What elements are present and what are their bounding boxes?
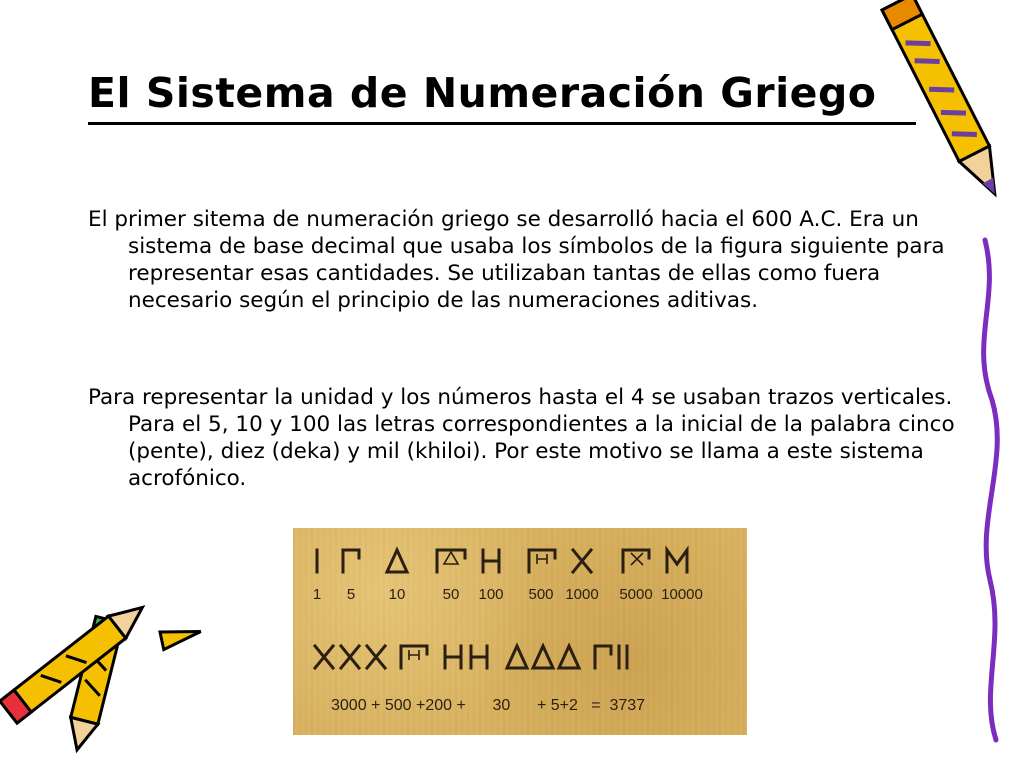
symbol-hekaton xyxy=(471,646,487,668)
value-label: 1000 xyxy=(565,586,599,603)
symbol-khilioi xyxy=(367,646,385,668)
symbol-khilioi xyxy=(341,646,359,668)
paragraph-acrophonic: Para representar la unidad y los números hasta el 4 se usaban trazos verticales. Para el 5, 10 y 100 las letras correspondientes a la inicial de la palabra cinco (pente), diez (deka) y mil (khiloi). Por este motivo se llama a este sistema acrofónico. xyxy=(88,385,955,491)
value-label: 10 xyxy=(388,586,406,603)
title-underline xyxy=(88,122,916,125)
value-label: 5 xyxy=(346,586,356,603)
example-equation: 3000 + 500 +200 + 30 + 5+2 = 3737 xyxy=(331,697,646,714)
greek-symbols-row xyxy=(317,550,687,572)
symbol-deka xyxy=(533,646,553,668)
value-label: 50 xyxy=(442,586,460,603)
symbol-deka xyxy=(387,550,407,572)
pencil-tip-icon xyxy=(160,624,203,650)
pencil-icon-bottom-left-red xyxy=(0,596,151,723)
symbol-khilioi xyxy=(315,646,333,668)
value-label: 1 xyxy=(312,586,322,603)
greek-numerals-figure xyxy=(293,528,747,735)
symbol-five-hundred xyxy=(529,550,555,572)
pencil-icon-bottom-left-green xyxy=(63,616,123,753)
symbol-fifty xyxy=(437,550,465,572)
symbol-five-thousand xyxy=(623,550,649,572)
symbol-five-hundred xyxy=(401,646,427,668)
value-label: 5000 xyxy=(619,586,653,603)
value-label: 10000 xyxy=(661,586,703,603)
symbol-pente xyxy=(595,646,611,668)
symbol-hekaton xyxy=(483,550,499,572)
value-label: 500 xyxy=(528,586,554,603)
greek-values-row xyxy=(313,586,703,603)
symbol-deka xyxy=(559,646,579,668)
slide-title: El Sistema de Numeración Griego xyxy=(88,69,877,117)
symbol-khilioi xyxy=(573,550,591,572)
value-label: 100 xyxy=(478,586,504,603)
squiggle-line-icon xyxy=(984,240,998,740)
greek-numerals-svg xyxy=(293,528,747,735)
symbol-myrioi xyxy=(667,550,687,572)
paragraph-intro: El primer sitema de numeración griego se desarrolló hacia el 600 A.C. Era un sistema de base decimal que usaba los símbolos de la figura siguiente para representar esas cantidades. Se utilizaban tantas de ellas como fuera necesario según el principio de las numeraciones aditivas. xyxy=(88,207,945,313)
symbol-pente xyxy=(343,550,359,572)
greek-example-symbols xyxy=(315,646,627,668)
symbol-deka xyxy=(507,646,527,668)
symbol-hekaton xyxy=(445,646,461,668)
